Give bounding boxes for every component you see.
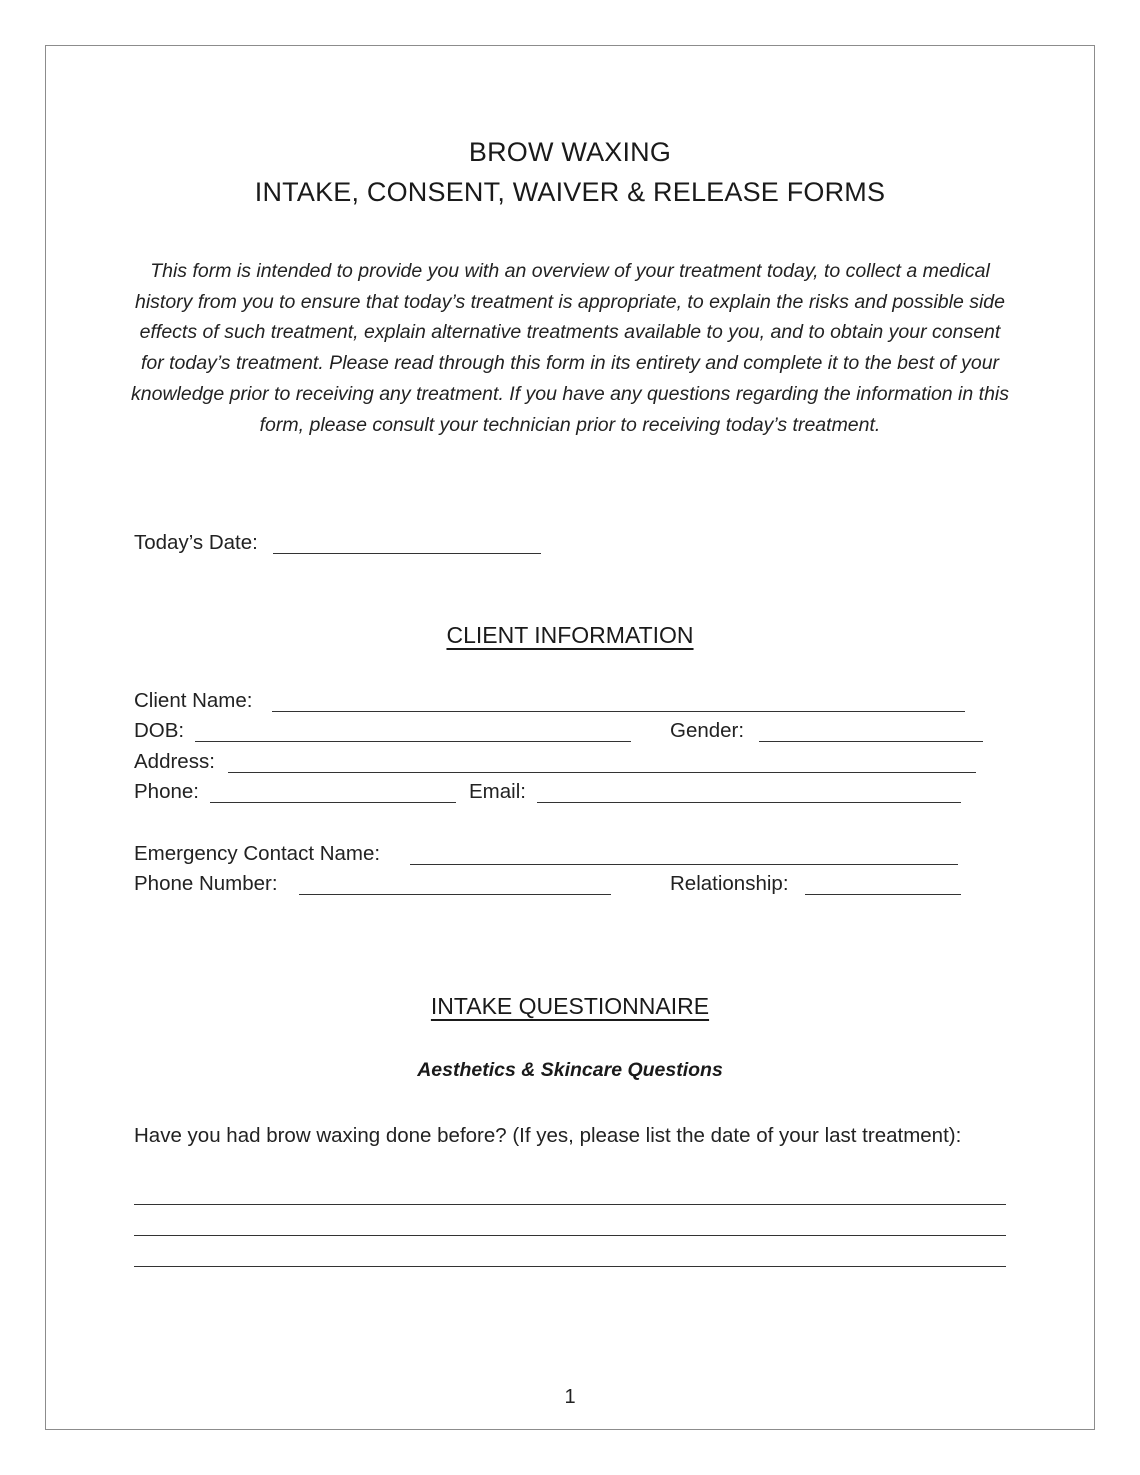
email-field[interactable] [537,802,961,803]
form-title-line-2: INTAKE, CONSENT, WAIVER & RELEASE FORMS [254,177,886,207]
form-title-line-1: BROW WAXING [468,137,672,167]
answer-line-1[interactable] [134,1204,1006,1205]
emergency-contact-name-label: Emergency Contact Name: [134,842,381,865]
intake-questionnaire-heading: INTAKE QUESTIONNAIRE [430,993,710,1019]
page-border [45,45,1095,1430]
client-name-label: Client Name: [134,689,253,712]
client-name-field[interactable] [272,711,965,712]
gender-label: Gender: [670,719,745,742]
page-number: 1 [564,1386,576,1408]
dob-label: DOB: [134,719,185,742]
emergency-contact-name-field[interactable] [410,864,958,865]
phone-label: Phone: [134,780,199,803]
todays-date-label: Today’s Date: [134,531,258,554]
phone-number-field[interactable] [299,894,611,895]
relationship-label: Relationship: [670,872,789,895]
client-information-heading: CLIENT INFORMATION [446,622,694,648]
intro-paragraph: This form is intended to provide you with an overview of your treatment today, to collect a medical history from you to ensure that today’s treatment is appropriate, to explain the risks and possible side effects of such treatment, explain alternative treatments available to you, and to obtain your consent for today’s treatment. Please read through this form in its entirety and complete it to the best of your knowledge prior to receiving any treatment. If you have any questions regarding the information in this form, please consult your technician prior to receiving today’s treatment. [131,260,1009,436]
email-label: Email: [469,780,526,803]
aesthetics-skincare-subheading: Aesthetics & Skincare Questions [417,1059,723,1081]
question-previous-brow-waxing: Have you had brow waxing done before? (If yes, please list the date of your last treatment): [134,1124,962,1147]
answer-line-2[interactable] [134,1235,1006,1236]
address-label: Address: [134,750,215,773]
dob-field[interactable] [195,741,631,742]
answer-line-3[interactable] [134,1266,1006,1267]
gender-field[interactable] [759,741,983,742]
phone-field[interactable] [210,802,456,803]
relationship-field[interactable] [805,894,961,895]
address-field[interactable] [228,772,976,773]
todays-date-field[interactable] [273,553,541,554]
phone-number-label: Phone Number: [134,872,278,895]
